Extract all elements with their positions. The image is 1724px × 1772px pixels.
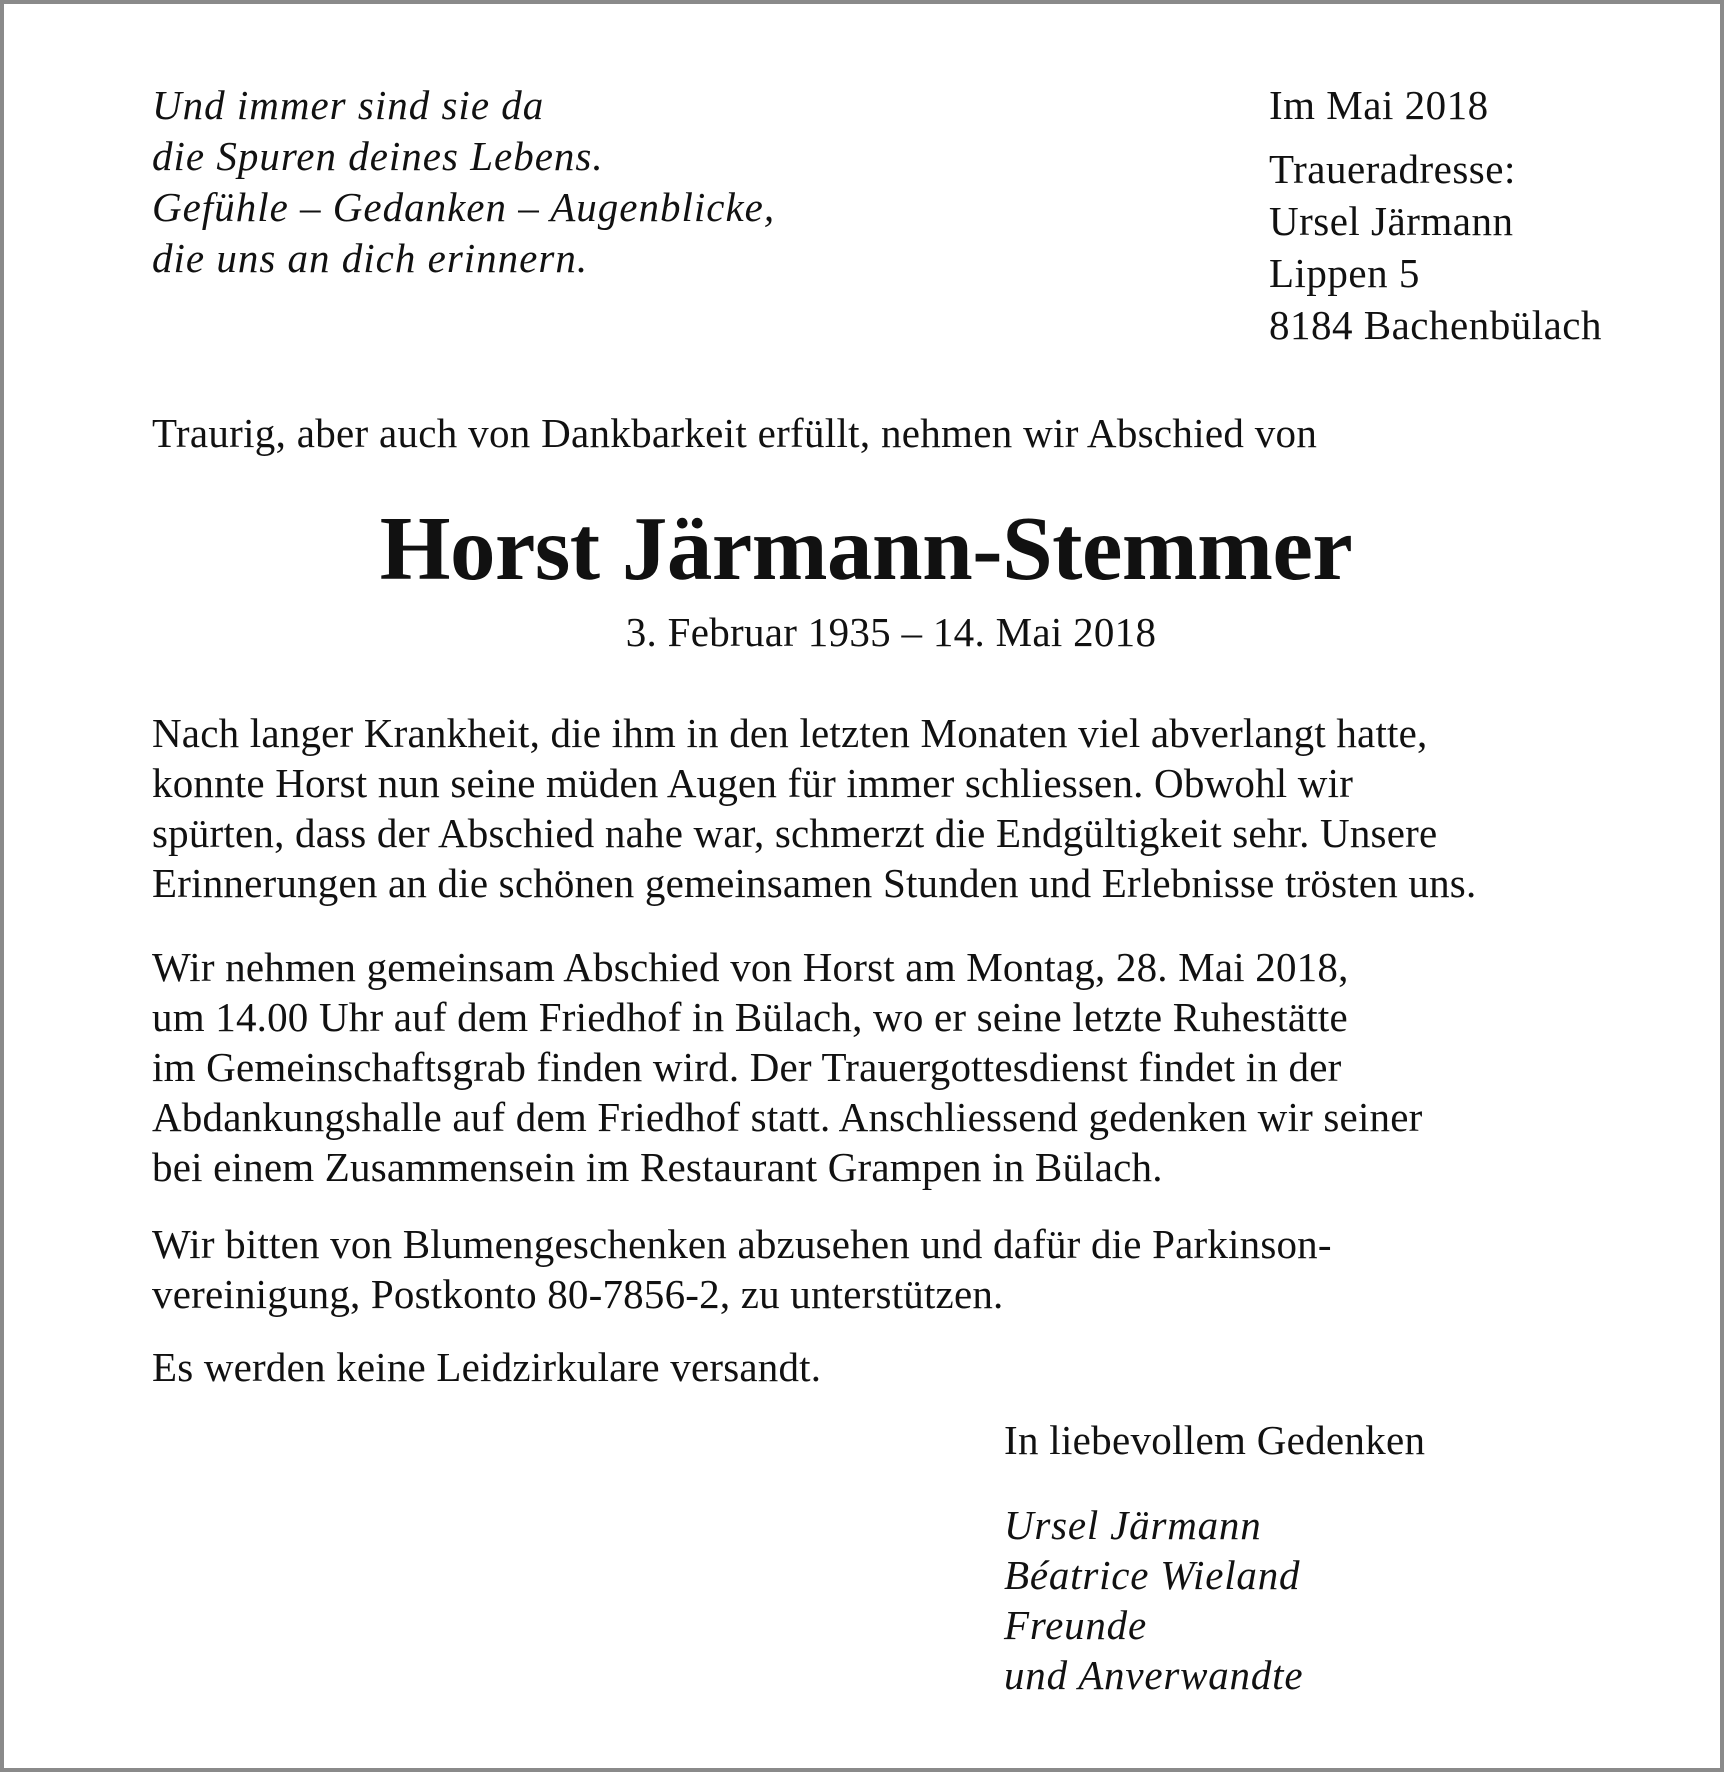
address-label: Traueradresse: [1269,146,1516,192]
mourning-address [1269,143,1602,351]
paragraph-line: Erinnerungen an die schönen gemeinsamen Stunden und Erlebnisse trösten uns. [152,860,1477,906]
signatory: Ursel Järmann [1004,1502,1262,1548]
notice-date: Im Mai 2018 [1269,82,1489,128]
paragraph-line: um 14.00 Uhr auf dem Friedhof in Bülach, wo er seine letzte Ruhestätte [152,994,1348,1040]
paragraph-line: im Gemeinschaftsgrab finden wird. Der Trauergottesdienst findet in der [152,1044,1342,1090]
paragraph-illness [152,708,1476,908]
address-city: 8184 Bachenbülach [1269,302,1602,348]
intro-text: Traurig, aber auch von Dankbarkeit erfüllt, nehmen wir Abschied von [152,410,1318,456]
paragraph-line: Nach langer Krankheit, die ihm in den letzten Monaten viel abverlangt hatte, [152,710,1428,756]
paragraph-line: konnte Horst nun seine müden Augen für immer schliessen. Obwohl wir [152,760,1354,806]
poem-line: die Spuren deines Lebens. [152,133,604,179]
deceased-lifespan: 3. Februar 1935 – 14. Mai 2018 [625,609,1157,655]
paragraph-line: spürten, dass der Abschied nahe war, schmerzt die Endgültigkeit sehr. Unsere [152,810,1438,856]
paragraph-donation [152,1219,1332,1319]
poem-line: Und immer sind sie da [152,82,545,128]
paragraph-line: Wir nehmen gemeinsam Abschied von Horst am Montag, 28. Mai 2018, [152,944,1349,990]
address-street: Lippen 5 [1269,250,1420,296]
deceased-name: Horst Järmann-Stemmer [379,498,1353,599]
paragraph-no-circulars [152,1342,821,1392]
paragraph-line: vereinigung, Postkonto 80-7856-2, zu unterstützen. [152,1271,1004,1317]
signatory: Béatrice Wieland [1004,1552,1301,1598]
poem [152,80,775,284]
paragraph-line: Wir bitten von Blumengeschenken abzusehen und dafür die Parkinson- [152,1221,1332,1267]
closing-phrase: In liebevollem Gedenken [1004,1417,1426,1463]
paragraph-line: Es werden keine Leidzirkulare versandt. [152,1344,822,1390]
signatory: Freunde [1004,1602,1147,1648]
signatories [1004,1500,1303,1700]
signatory: und Anverwandte [1004,1652,1304,1698]
paragraph-line: bei einem Zusammensein im Restaurant Grampen in Bülach. [152,1144,1163,1190]
poem-line: Gefühle – Gedanken – Augenblicke, [152,184,776,230]
address-name: Ursel Järmann [1269,198,1514,244]
paragraph-line: Abdankungshalle auf dem Friedhof statt. Anschliessend gedenken wir seiner [152,1094,1423,1140]
paragraph-funeral [152,942,1423,1192]
poem-line: die uns an dich erinnern. [152,235,589,281]
